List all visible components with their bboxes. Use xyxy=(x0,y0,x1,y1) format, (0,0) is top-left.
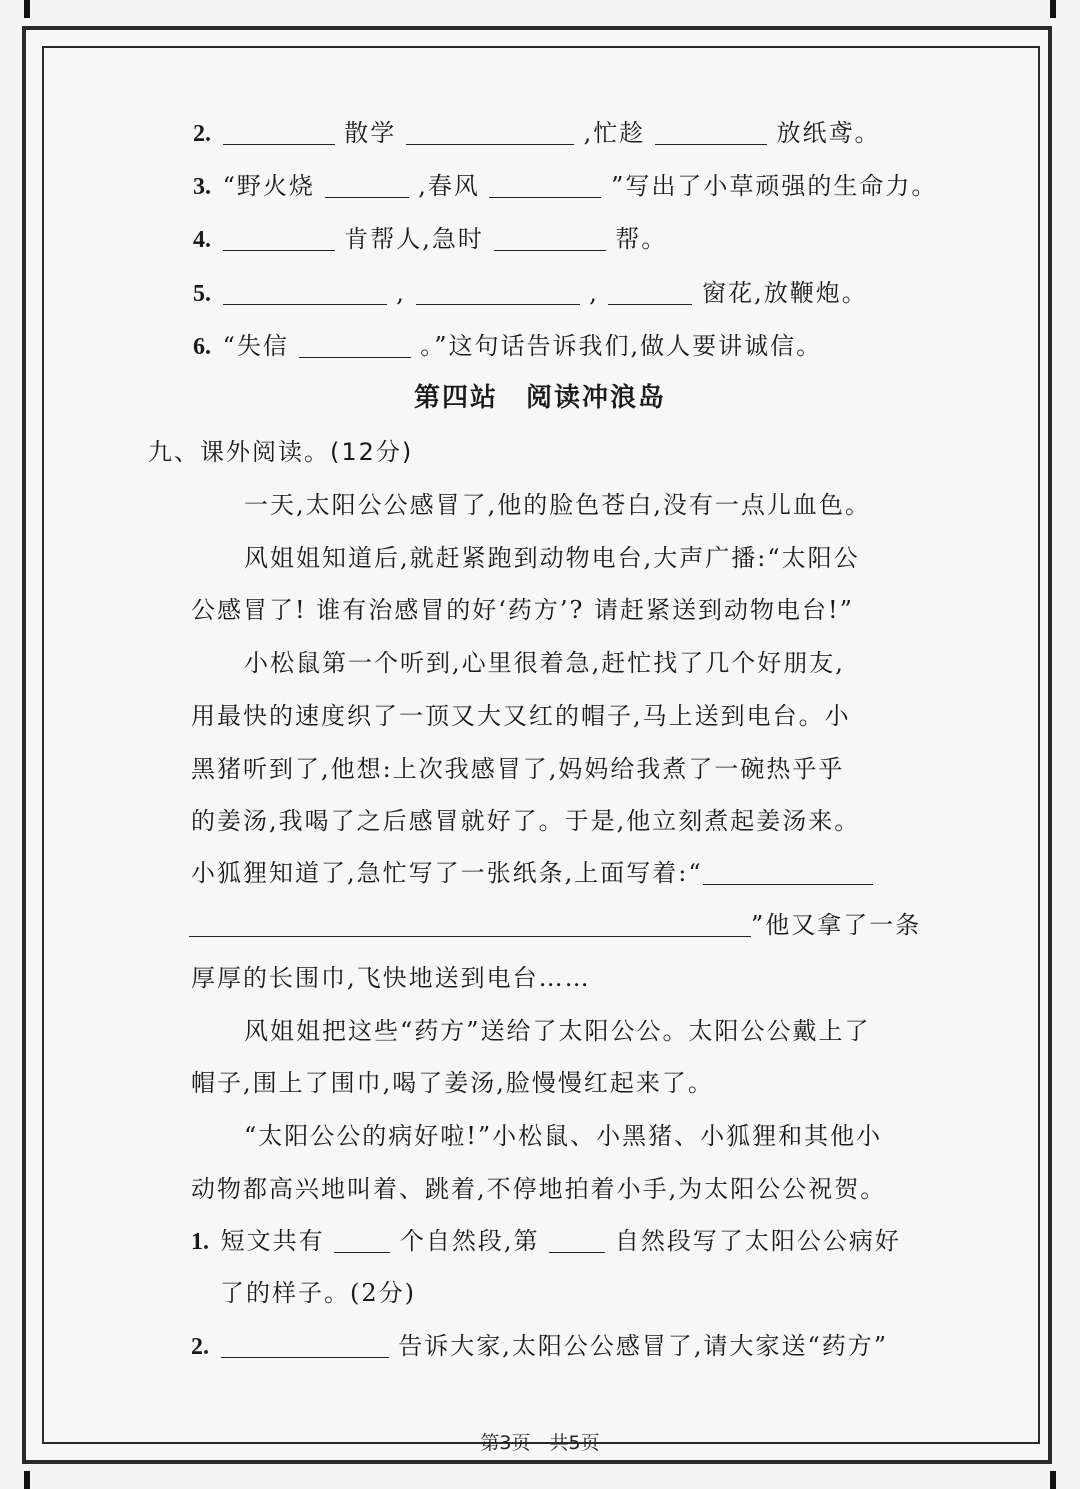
answer-blank[interactable] xyxy=(655,122,767,145)
passage-line: 小松鼠第一个听到,心里很着急,赶忙找了几个好朋友, xyxy=(244,649,845,677)
question-number: 5. xyxy=(193,281,211,307)
question-text: 放纸鸢。 xyxy=(776,119,881,147)
fill-in-q4 xyxy=(193,224,667,255)
fill-in-q2 xyxy=(193,118,880,149)
answer-blank[interactable] xyxy=(489,175,601,198)
passage-line: 动物都高兴地叫着、跳着,不停地拍着小手,为太阳公公祝贺。 xyxy=(191,1175,887,1203)
question-text: 。”这句话告诉我们,做人要讲诚信。 xyxy=(420,332,823,360)
question-text: 窗花,放鞭炮。 xyxy=(702,279,868,307)
question-q2 xyxy=(191,1331,888,1362)
question-text: 自然段写了太阳公公病好 xyxy=(614,1227,901,1255)
station-title: 第四站 阅读冲浪岛 xyxy=(413,383,666,413)
answer-blank[interactable] xyxy=(494,228,606,251)
page-footer: 第3页 共5页 xyxy=(480,1432,600,1454)
passage-line: 帽子,围上了围巾,喝了姜汤,脸慢慢红起来了。 xyxy=(191,1069,714,1097)
answer-blank[interactable] xyxy=(223,122,335,145)
passage-line xyxy=(189,910,921,940)
question-text: ”写出了小草顽强的生命力。 xyxy=(611,172,938,200)
answer-blank[interactable] xyxy=(299,335,411,358)
corner-mark xyxy=(24,1471,30,1489)
corner-mark xyxy=(24,0,30,18)
passage-line: 一天,太阳公公感冒了,他的脸色苍白,没有一点儿血色。 xyxy=(244,491,871,519)
question-number: 1. xyxy=(191,1229,209,1255)
answer-blank[interactable] xyxy=(549,1230,605,1253)
question-q1-cont: 了的样子。(2分) xyxy=(220,1279,416,1307)
answer-blank[interactable] xyxy=(608,282,692,305)
question-text: 个自然段,第 xyxy=(399,1227,540,1255)
question-text: 短文共有 xyxy=(220,1227,325,1255)
fill-in-q5 xyxy=(193,278,868,309)
corner-mark xyxy=(1050,0,1056,18)
question-text: , xyxy=(589,279,599,307)
corner-mark xyxy=(1050,1471,1056,1489)
passage-line: 公感冒了! 谁有治感冒的好‘药方’? 请赶紧送到动物电台!” xyxy=(191,596,854,624)
question-text: 肯帮人,急时 xyxy=(344,225,484,253)
passage-line: 用最快的速度织了一顶又大又红的帽子,马上送到电台。小 xyxy=(191,702,851,730)
question-number: 2. xyxy=(191,1334,209,1360)
fill-in-q3 xyxy=(193,171,937,202)
answer-blank[interactable] xyxy=(406,122,574,145)
answer-blank[interactable] xyxy=(334,1230,390,1253)
answer-blank[interactable] xyxy=(223,282,387,305)
passage-line: 风姐姐把这些“药方”送给了太阳公公。太阳公公戴上了 xyxy=(244,1017,871,1045)
answer-blank[interactable] xyxy=(416,282,580,305)
fill-in-q6 xyxy=(193,331,822,362)
question-text: ,忙趁 xyxy=(583,119,646,147)
answer-blank[interactable] xyxy=(325,175,409,198)
question-text: , xyxy=(396,279,406,307)
question-text: 散学 xyxy=(344,119,397,147)
question-number: 6. xyxy=(193,334,211,360)
question-text: “野火烧 xyxy=(222,172,315,200)
question-number: 2. xyxy=(193,121,211,147)
question-number: 4. xyxy=(193,227,211,253)
question-text: “失信 xyxy=(222,332,289,360)
passage-line: 黑猪听到了,他想:上次我感冒了,妈妈给我煮了一碗热乎乎 xyxy=(191,755,845,783)
passage-line: 的姜汤,我喝了之后感冒就好了。于是,他立刻煮起姜汤来。 xyxy=(191,807,861,835)
passage-line: “太阳公公的病好啦!”小松鼠、小黑猪、小狐狸和其他小 xyxy=(244,1122,883,1150)
answer-blank[interactable] xyxy=(223,228,335,251)
passage-text: 小狐狸知道了,急忙写了一张纸条,上面写着:“ xyxy=(191,859,703,887)
passage-line: 厚厚的长围巾,飞快地送到电台…… xyxy=(191,964,591,992)
question-text: ,春风 xyxy=(418,172,480,200)
section-heading: 九、课外阅读。(12分) xyxy=(148,438,414,466)
question-q1 xyxy=(191,1226,901,1257)
answer-blank[interactable] xyxy=(221,1335,389,1358)
passage-text: ”他又拿了一条 xyxy=(751,911,922,939)
answer-blank[interactable] xyxy=(703,862,873,885)
passage-line xyxy=(191,858,873,888)
answer-blank[interactable] xyxy=(189,914,751,937)
question-text: 告诉大家,太阳公公感冒了,请大家送“药方” xyxy=(398,1332,889,1360)
question-text: 帮。 xyxy=(615,225,668,253)
passage-line: 风姐姐知道后,就赶紧跑到动物电台,大声广播:“太阳公 xyxy=(244,544,860,572)
question-number: 3. xyxy=(193,174,211,200)
